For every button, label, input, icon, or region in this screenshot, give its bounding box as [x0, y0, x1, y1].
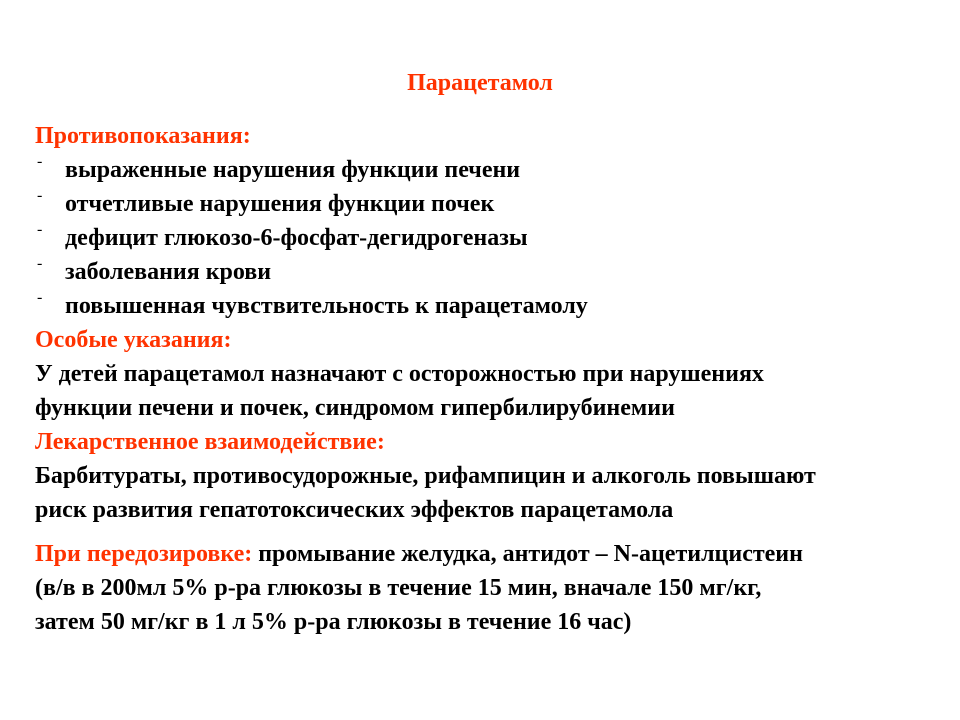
list-item	[35, 187, 940, 221]
drug-interaction-heading: Лекарственное взаимодействие:	[35, 429, 385, 455]
special-instructions-line: У детей парацетамол назначают с осторожностью при нарушениях	[35, 361, 764, 387]
drug-interaction-line: риск развития гепатотоксических эффектов парацетамола	[35, 497, 674, 523]
slide-content	[35, 119, 940, 639]
drug-interaction-line: Барбитураты, противосудорожные, рифампицин и алкоголь повышают	[35, 463, 816, 489]
contraindications-list	[35, 153, 940, 323]
overdose-line: (в/в в 200мл 5% р-ра глюкозы в течение 15 мин, вначале 150 мг/кг,	[35, 575, 762, 601]
list-item	[35, 153, 940, 187]
dash-bullet-icon: -	[37, 187, 43, 204]
list-item-text: выраженные нарушения функции печени	[65, 157, 521, 183]
dash-bullet-icon: -	[37, 255, 43, 272]
dash-bullet-icon: -	[37, 289, 43, 306]
list-item	[35, 289, 940, 323]
list-item-text: повышенная чувствительность к парацетамолу	[65, 293, 588, 319]
list-item-text: заболевания крови	[65, 259, 272, 285]
contraindications-heading: Противопоказания:	[35, 123, 251, 149]
special-instructions-heading: Особые указания:	[35, 327, 232, 353]
overdose-line	[35, 537, 940, 571]
overdose-heading: При передозировке:	[35, 541, 253, 567]
list-item	[35, 255, 940, 289]
list-item-text: отчетливые нарушения функции почек	[65, 191, 495, 217]
list-item-text: дефицит глюкозо-6-фосфат-дегидрогеназы	[65, 225, 528, 251]
overdose-line-text: промывание желудка, антидот – N-ацетилцистеин	[252, 541, 803, 567]
special-instructions-line: функции печени и почек, синдромом гипербилирубинемии	[35, 395, 675, 421]
overdose-line: затем 50 мг/кг в 1 л 5% р-ра глюкозы в течение 16 час)	[35, 609, 632, 635]
dash-bullet-icon: -	[37, 221, 43, 238]
list-item	[35, 221, 940, 255]
overdose-section	[35, 537, 940, 639]
slide-title: Парацетамол	[407, 70, 553, 96]
dash-bullet-icon: -	[37, 153, 43, 170]
